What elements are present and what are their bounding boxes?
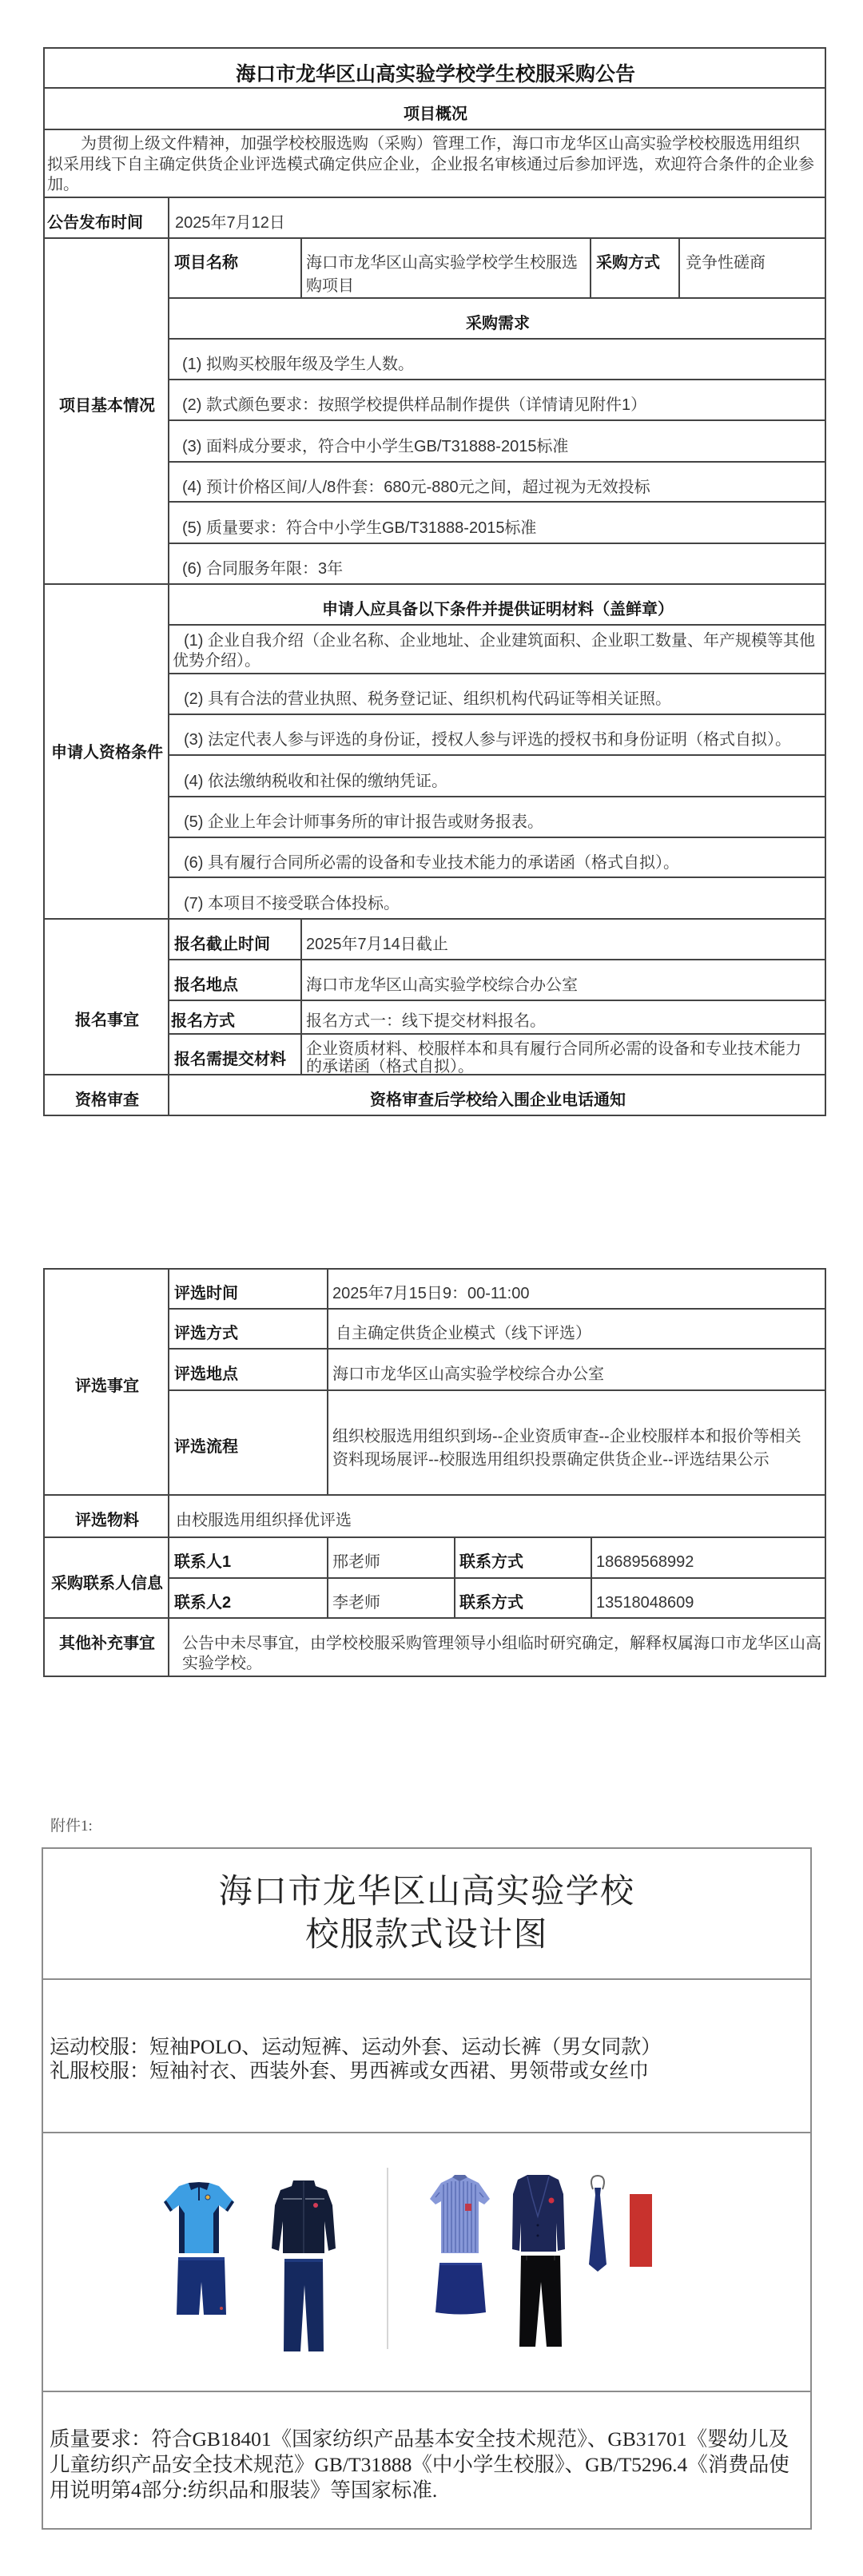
basic-info-label: 项目基本情况 bbox=[45, 239, 169, 585]
project-name-label: 项目名称 bbox=[169, 239, 302, 299]
procurement-method-label: 采购方式 bbox=[591, 239, 680, 299]
evaluation-process-line: 组织校服选用组织到场--企业资质审查--企业校服样本和报价等相关 bbox=[332, 1427, 801, 1445]
quality-line: 儿童纺织产品安全技术规范》GB/T31888《中小学生校服》、GB/T5296.4《消费品使 bbox=[50, 2453, 789, 2476]
polo-shirt-illustration bbox=[164, 2182, 234, 2253]
requirement-item: (2) 款式颜色要求：按照学校提供样品制作提供（详情请见附件1） bbox=[169, 380, 826, 421]
registration-location-value: 海口市龙华区山高实验学校综合办公室 bbox=[302, 960, 826, 1001]
evaluation-method-label: 评选方式 bbox=[169, 1310, 328, 1350]
evaluation-location-value: 海口市龙华区山高实验学校综合办公室 bbox=[328, 1350, 826, 1391]
qualification-item-line: 优势介绍）。 bbox=[173, 651, 260, 670]
contacts-label: 采购联系人信息 bbox=[45, 1538, 169, 1619]
evaluation-process-label: 评选流程 bbox=[169, 1391, 328, 1496]
evaluation-method-value: 自主确定供货企业模式（线下评选） bbox=[328, 1310, 826, 1350]
qualification-item: (5) 企业上年会计师事务所的审计报告或财务报表。 bbox=[169, 797, 826, 838]
evaluation-materials-label: 评选物料 bbox=[45, 1496, 169, 1538]
contact-1-phone-label: 联系方式 bbox=[455, 1538, 592, 1579]
evaluation-label: 评选事宜 bbox=[45, 1270, 169, 1496]
qualification-item-line: (1) 企业自我介绍（企业名称、企业地址、企业建筑面积、企业职工数量、年产规模等其他 bbox=[184, 631, 815, 650]
review-value: 资格审查后学校给入围企业电话通知 bbox=[169, 1075, 826, 1116]
blazer-illustration bbox=[512, 2175, 565, 2252]
registration-deadline-value: 2025年7月14日截止 bbox=[302, 920, 826, 960]
evaluation-process-line: 资料现场展评--校服选用组织投票确定供货企业--评选结果公示 bbox=[332, 1450, 770, 1469]
evaluation-materials-value: 由校服选用组织择优评选 bbox=[169, 1496, 826, 1538]
qualification-item: (4) 依法缴纳税收和社保的缴纳凭证。 bbox=[169, 756, 826, 797]
dress-shirt-illustration bbox=[430, 2175, 490, 2253]
requirement-item: (4) 预计价格区间/人/8件套：680元-880元之间，超过视为无效投标 bbox=[169, 463, 826, 503]
red-scarf-illustration bbox=[630, 2194, 652, 2267]
quality-line: 用说明第4部分:纺织品和服装》等国家标准. bbox=[50, 2479, 438, 2502]
registration-method-label: 报名方式 bbox=[169, 1001, 302, 1035]
registration-deadline-label: 报名截止时间 bbox=[169, 920, 302, 960]
evaluation-time-label: 评选时间 bbox=[169, 1270, 328, 1310]
contact-2-label: 联系人2 bbox=[169, 1579, 328, 1619]
contact-1-name: 邢老师 bbox=[328, 1538, 455, 1579]
requirement-item: (1) 拟购买校服年级及学生人数。 bbox=[169, 340, 826, 380]
other-matters-line: 公告中未尽事宜，由学校校服采购管理领导小组临时研究确定，解释权属海口市龙华区山高 bbox=[182, 1635, 821, 1652]
project-name-line: 海口市龙华区山高实验学校学生校服选 bbox=[306, 254, 578, 272]
evaluation-table bbox=[43, 1268, 826, 1677]
other-matters-value bbox=[169, 1619, 826, 1677]
formal-uniform-line: 礼服校服：短袖衬衣、西装外套、男西裤或女西裙、男领带或女丝巾 bbox=[50, 2061, 650, 2082]
attachment-title bbox=[43, 1849, 810, 1980]
contact-2-name: 李老师 bbox=[328, 1579, 455, 1619]
qualification-heading: 申请人应具备以下条件并提供证明材料（盖鲜章） bbox=[169, 585, 826, 626]
attachment-design-sheet bbox=[42, 1847, 812, 2530]
procurement-method-value: 竞争性磋商 bbox=[680, 239, 826, 299]
requirement-item: (5) 质量要求：符合中小学生GB/T31888-2015标准 bbox=[169, 503, 826, 544]
review-label: 资格审查 bbox=[45, 1075, 169, 1116]
qualification-label: 申请人资格条件 bbox=[45, 585, 169, 920]
contact-1-label: 联系人1 bbox=[169, 1538, 328, 1579]
registration-materials-value bbox=[302, 1035, 826, 1075]
necktie-illustration bbox=[589, 2176, 606, 2272]
intro-line: 为贯彻上级文件精神，加强学校校服选购（采购）管理工作，海口市龙华区山高实验学校校服选用组织 bbox=[81, 135, 800, 153]
other-matters-label: 其他补充事宜 bbox=[45, 1619, 169, 1677]
uniform-list bbox=[43, 1980, 810, 2133]
attachment-label: 附件1: bbox=[50, 1818, 93, 1835]
uniform-illustration-svg bbox=[43, 2133, 810, 2391]
contact-2-phone: 13518048609 bbox=[592, 1579, 826, 1619]
sports-pants-illustration bbox=[284, 2259, 324, 2351]
intro-line: 拟采用线下自主确定供货企业评选模式确定供应企业，企业报名审核通过后参加评选，欢迎符合条件的企业参 bbox=[47, 155, 814, 173]
evaluation-process-value bbox=[328, 1391, 826, 1496]
registration-location-label: 报名地点 bbox=[169, 960, 302, 1001]
registration-label: 报名事宜 bbox=[45, 920, 169, 1075]
quality-line: 质量要求：符合GB18401《国家纺织产品基本安全技术规范》、GB31701《婴幼儿及 bbox=[50, 2427, 789, 2451]
publish-date-label: 公告发布时间 bbox=[45, 198, 169, 239]
requirement-item: (6) 合同服务年限：3年 bbox=[169, 544, 826, 585]
uniform-illustration bbox=[43, 2133, 810, 2392]
evaluation-time-value: 2025年7月15日9：00-11:00 bbox=[328, 1270, 826, 1310]
sports-shorts-illustration bbox=[177, 2257, 226, 2315]
requirements-heading: 采购需求 bbox=[169, 299, 826, 340]
sports-jacket-illustration bbox=[272, 2180, 336, 2253]
quality-requirements bbox=[43, 2392, 810, 2528]
contact-1-phone: 18689568992 bbox=[592, 1538, 826, 1579]
contact-2-phone-label: 联系方式 bbox=[455, 1579, 592, 1619]
trousers-illustration bbox=[519, 2256, 562, 2347]
registration-materials-line: 的承诺函（格式自拟）。 bbox=[306, 1058, 474, 1075]
registration-materials-label: 报名需提交材料 bbox=[169, 1035, 302, 1075]
other-matters-line: 实验学校。 bbox=[182, 1655, 262, 1672]
announcement-title: 海口市龙华区山高实验学校学生校服采购公告 bbox=[45, 49, 826, 89]
attachment-title-line: 校服款式设计图 bbox=[305, 1917, 548, 1954]
requirement-item: (3) 面料成分要求，符合中小学生GB/T31888-2015标准 bbox=[169, 421, 826, 463]
attachment-title-line: 海口市龙华区山高实验学校 bbox=[218, 1874, 635, 1910]
registration-method-value: 报名方式一：线下提交材料报名。 bbox=[302, 1001, 826, 1035]
publish-date-value: 2025年7月12日 bbox=[169, 198, 826, 239]
registration-materials-line: 企业资质材料、校服样本和具有履行合同所必需的设备和专业技术能力 bbox=[306, 1040, 801, 1058]
skirt-illustration bbox=[435, 2263, 486, 2315]
project-name-line: 购项目 bbox=[306, 277, 354, 295]
sports-uniform-line: 运动校服：短袖POLO、运动短裤、运动外套、运动长裤（男女同款） bbox=[50, 2037, 662, 2058]
qualification-item: (2) 具有合法的营业执照、税务登记证、组织机构代码证等相关证照。 bbox=[169, 674, 826, 715]
evaluation-location-label: 评选地点 bbox=[169, 1350, 328, 1391]
qualification-item: (7) 本项目不接受联合体投标。 bbox=[169, 878, 826, 920]
overview-intro bbox=[45, 130, 826, 198]
announcement-table bbox=[43, 47, 826, 1116]
overview-heading: 项目概况 bbox=[45, 89, 826, 130]
project-name-value bbox=[302, 239, 591, 299]
qualification-item bbox=[169, 626, 826, 674]
qualification-item: (3) 法定代表人参与评选的身份证，授权人参与评选的授权书和身份证明（格式自拟）。 bbox=[169, 715, 826, 756]
intro-line: 加。 bbox=[47, 176, 79, 194]
qualification-item: (6) 具有履行合同所必需的设备和专业技术能力的承诺函（格式自拟）。 bbox=[169, 838, 826, 878]
